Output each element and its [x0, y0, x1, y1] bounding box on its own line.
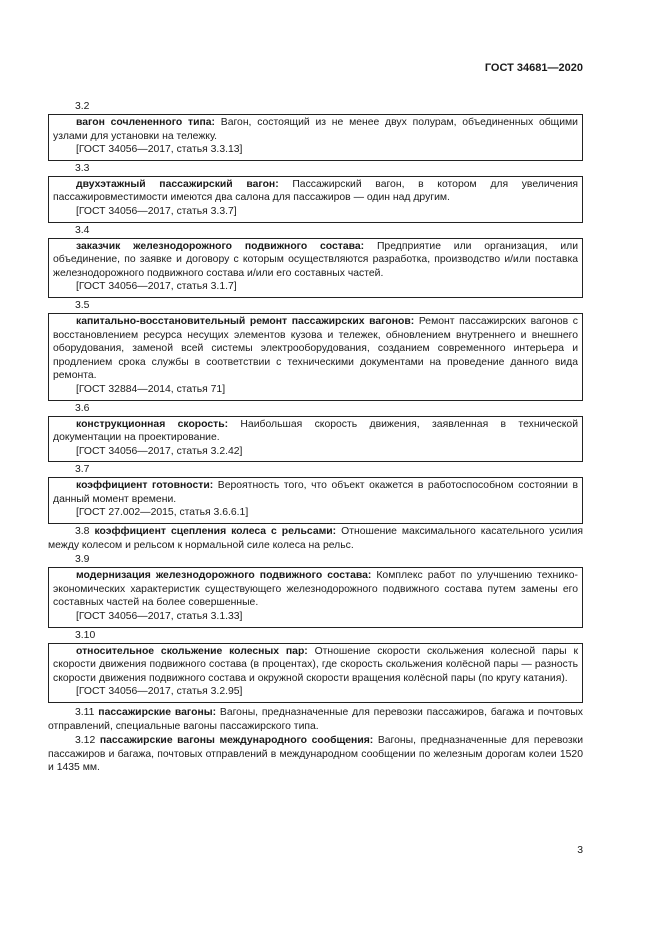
term-name: двухэтажный пассажирский вагон:	[76, 178, 279, 190]
term-definition: Пассажирский вагон, в котором для увеличения пассажировместимости имеются два салона для пассажиров — один над другим.	[53, 178, 578, 204]
term-definition: Наибольшая скорость движения, заявленная в технической документации на проектирование.	[53, 418, 578, 444]
document-header: ГОСТ 34681—2020	[484, 62, 583, 74]
term-number: 3.2	[75, 101, 90, 112]
term-source: [ГОСТ 34056—2017, статья 3.2.42]	[76, 445, 243, 457]
term-name: вагон сочлененного типа:	[76, 117, 215, 128]
term-number: 3.4	[75, 224, 90, 236]
term-number: 3.8	[75, 526, 90, 538]
term-box	[48, 643, 583, 703]
term-source: [ГОСТ 34056—2017, статья 3.2.95]	[76, 686, 243, 698]
term-box	[48, 176, 583, 223]
term-name: коэффициент сцепления колеса с рельсами:	[94, 526, 337, 538]
term-number: 3.7	[75, 464, 90, 476]
term-number: 3.3	[75, 162, 90, 174]
term-paragraph	[48, 525, 583, 552]
term-definition: Вагон, состоящий из не менее двух полурам, объединенных общими узлами для установки на тележку.	[53, 117, 578, 142]
page-number: 3	[577, 845, 583, 856]
term-definition: Отношение максимального касательного усилия между колесом и рельсом к нормальной силе колеса на рельс.	[48, 526, 583, 551]
term-paragraph	[48, 706, 583, 733]
term-number: 3.9	[75, 554, 90, 566]
term-source: [ГОСТ 34056—2017, статья 3.3.7]	[76, 205, 237, 217]
term-source: [ГОСТ 27.002—2015, статья 3.6.6.1]	[76, 507, 249, 519]
term-name: относительное скольжение колесных пар:	[76, 645, 308, 657]
term-name: модернизация железнодорожного подвижного состава:	[76, 570, 372, 582]
term-box	[48, 477, 583, 524]
term-name: пассажирские вагоны международного сообщения:	[99, 735, 374, 747]
term-number: 3.11	[75, 707, 95, 718]
term-box	[48, 416, 583, 463]
term-number: 3.10	[75, 629, 96, 641]
term-number: 3.5	[75, 299, 90, 311]
term-box	[48, 238, 583, 298]
term-paragraph	[48, 734, 583, 775]
term-name: коэффициент готовности:	[76, 480, 214, 492]
term-number: 3.6	[75, 402, 90, 414]
terms-section	[48, 99, 583, 775]
term-name: заказчик железнодорожного подвижного состава:	[76, 240, 365, 252]
term-definition: Предприятие или организация, или объединение, по заявке и договору с которым осуществляются разработка, производство и/или поставка железнодорожного подвижного состава и/или его составных частей.	[53, 240, 578, 279]
term-definition: Ремонт пассажирских вагонов с восстановлением ресурса несущих элементов кузова и тележек, обновлением внутреннего и внешнего оборудования, заменой всей системы электрооборудования, созданием современного интерьера и продлением срока службы в соответствии с техническими документами на проведение данного вида ремонта.	[53, 315, 578, 382]
term-definition: Отношение скорости скольжения колесной пары к скорости движения подвижного состава (в процентах), где скорость скольжения колёсной пары — разность скорости движения подвижного состава и окружной скорости вращения колёсной пары (по кругу катания).	[53, 645, 578, 684]
term-definition: Вагоны, предназначенные для перевозки пассажиров и багажа, почтовых отправлений в международном сообщении по железным дорогам колеи 1520 и 1435 мм.	[48, 735, 583, 774]
term-source: [ГОСТ 34056—2017, статья 3.3.13]	[76, 144, 243, 156]
term-source: [ГОСТ 34056—2017, статья 3.1.7]	[76, 281, 237, 293]
term-name: пассажирские вагоны:	[98, 707, 217, 718]
term-name: конструкционная скорость:	[76, 418, 229, 430]
term-box	[48, 567, 583, 627]
term-source: [ГОСТ 34056—2017, статья 3.1.33]	[76, 611, 243, 623]
term-box	[48, 313, 583, 401]
term-definition: Вагоны, предназначенные для перевозки пассажиров, багажа и почтовых отправлений, специальные вагоны пассажирского типа.	[48, 707, 584, 732]
term-definition: Комплекс работ по улучшению технико-экономических характеристик существующего железнодорожного подвижного состава путем замены его составных частей на более совершенные.	[53, 570, 578, 609]
term-number: 3.12	[75, 735, 96, 747]
term-source: [ГОСТ 32884—2014, статья 71]	[76, 383, 226, 395]
term-box	[48, 114, 583, 161]
term-definition: Вероятность того, что объект окажется в работоспособном состоянии в данный момент времени.	[53, 480, 579, 505]
term-name: капитально-восстановительный ремонт пассажирских вагонов:	[76, 315, 415, 327]
